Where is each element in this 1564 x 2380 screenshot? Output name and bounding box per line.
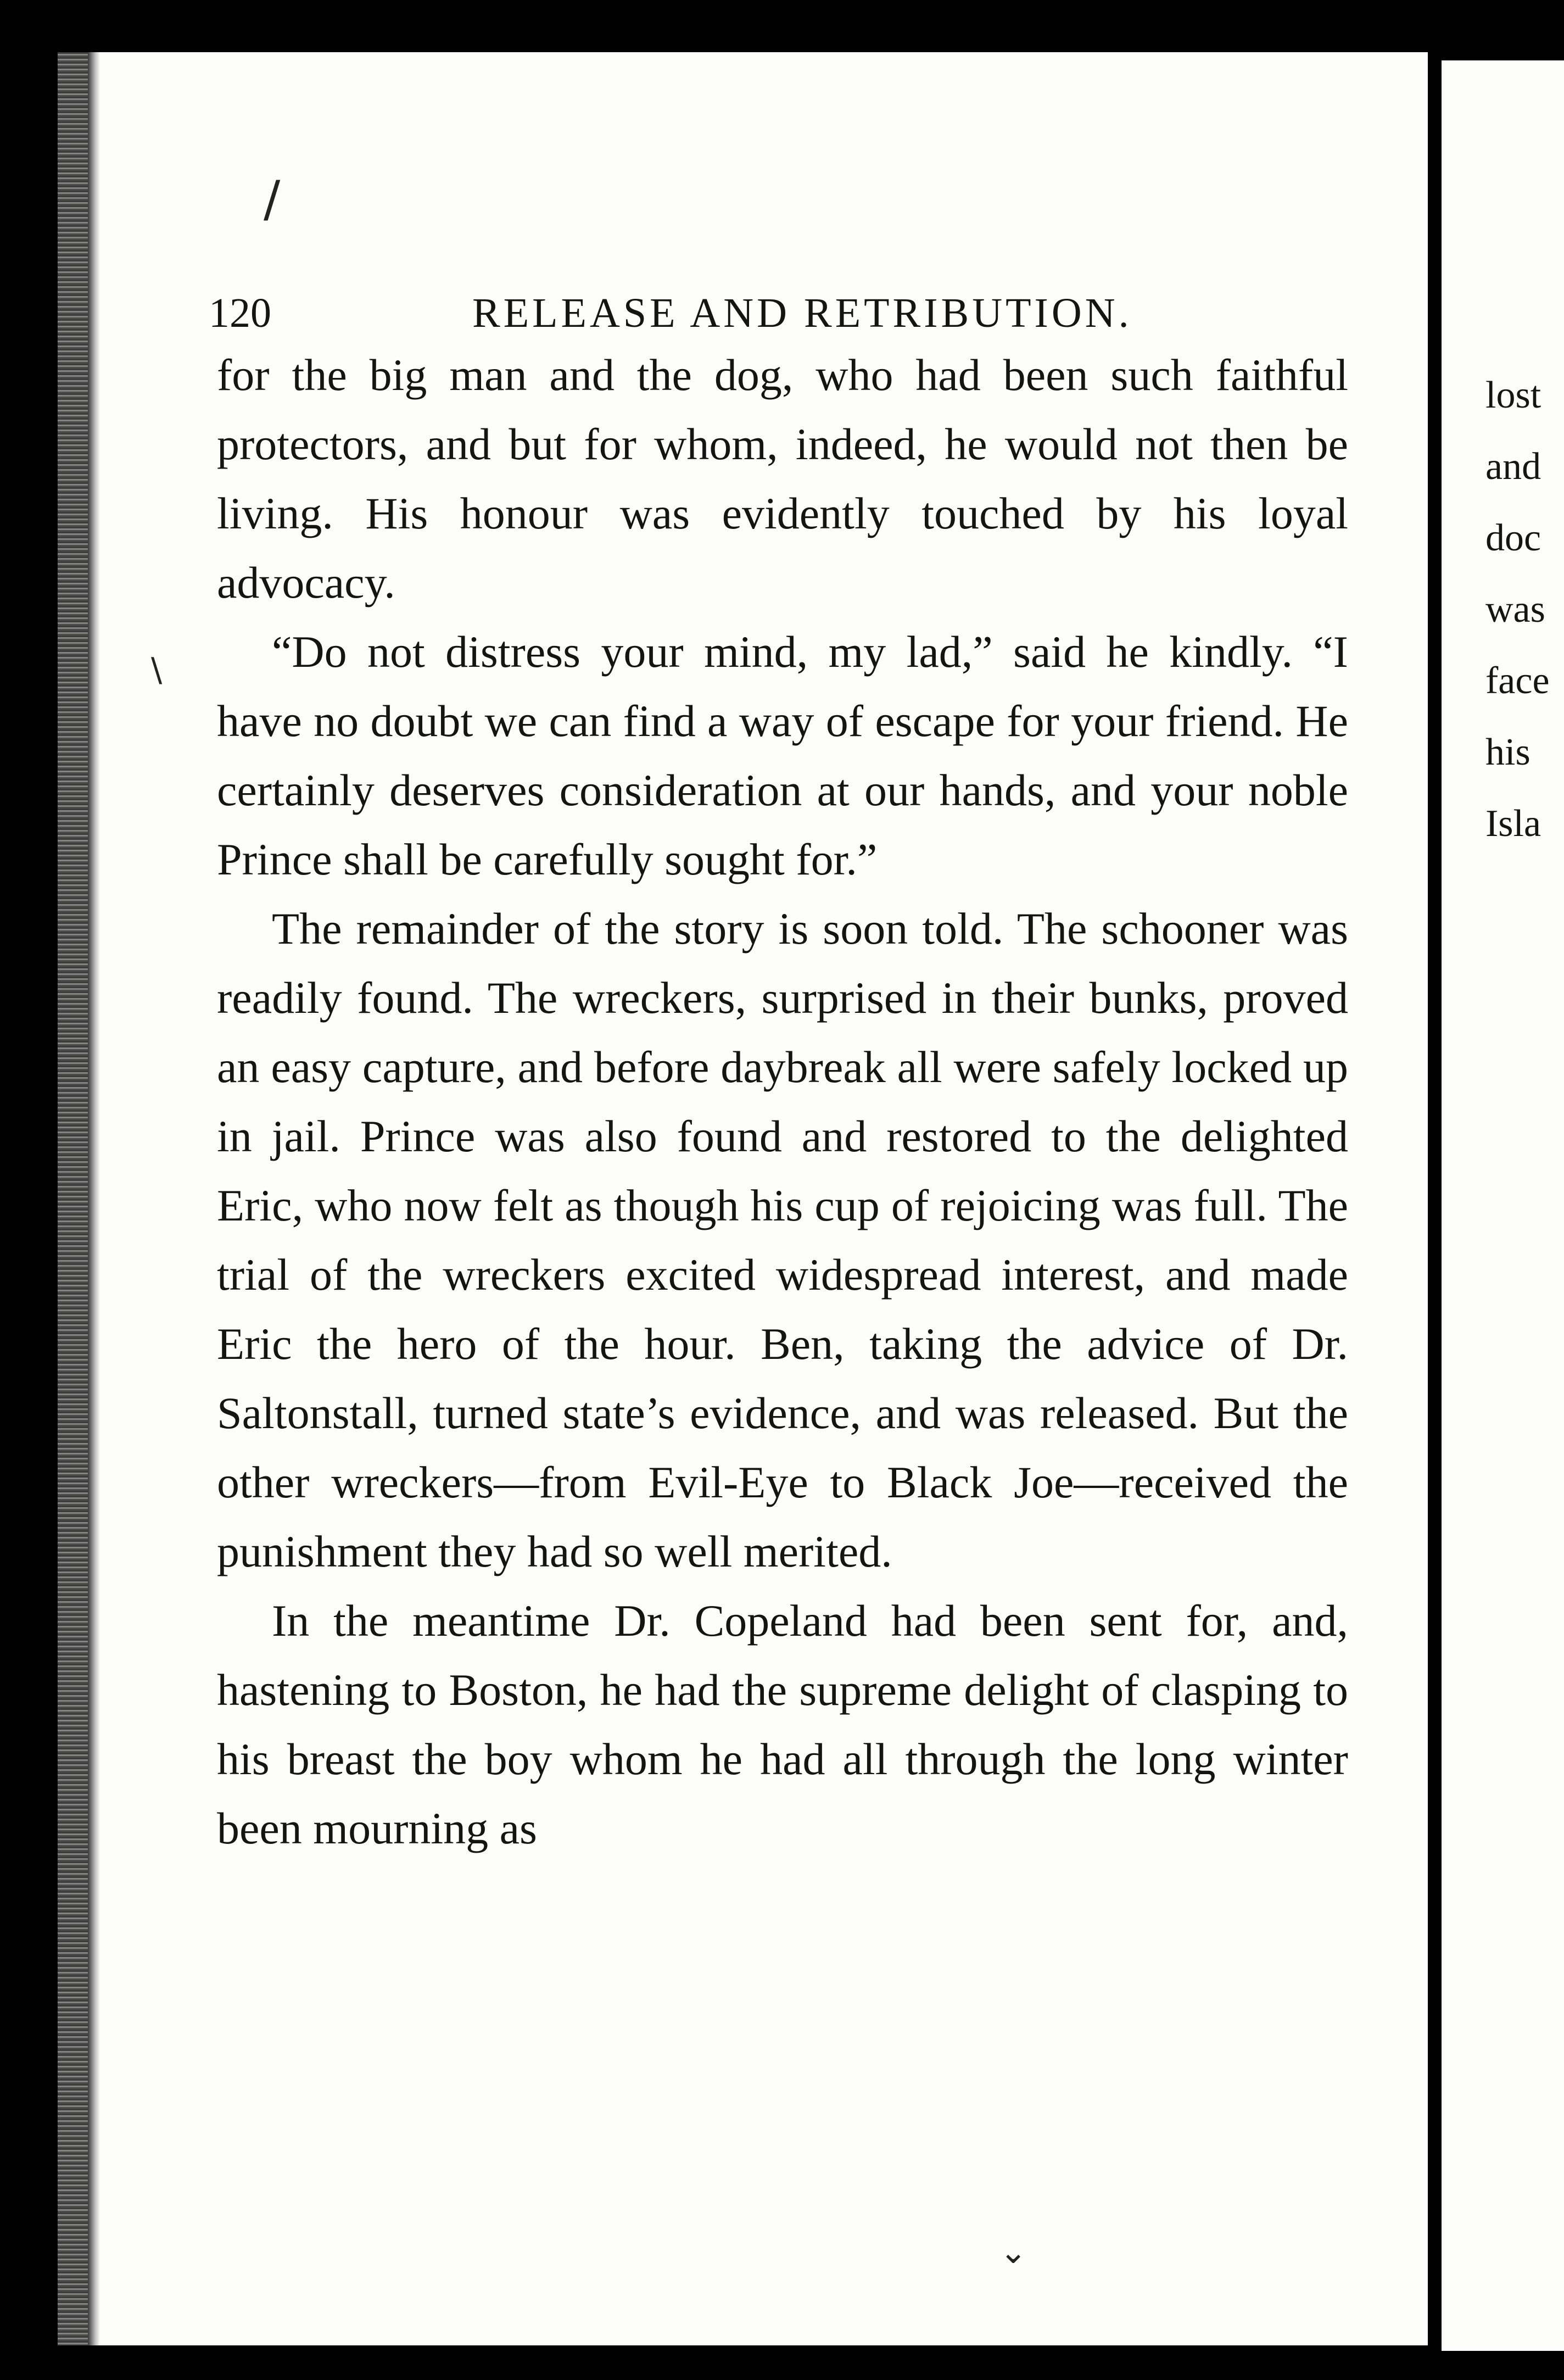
facing-line-1: lost bbox=[1485, 374, 1541, 416]
facing-line-7: Isla bbox=[1485, 802, 1541, 845]
facing-line-2: and bbox=[1485, 445, 1541, 488]
running-title: RELEASE AND RETRIBUTION. bbox=[472, 290, 1132, 336]
pen-mark-margin: \ bbox=[151, 651, 163, 689]
facing-line-4: was bbox=[1485, 588, 1545, 631]
paragraph-3: The remainder of the story is soon told. The schooner was readily found. The wreckers, surprised in their bunks, proved an easy capture, and before daybreak all were safely locked up in jail. Prince was also found and restored to the delighted Eric, who now felt as though his cup of rejoicing was full. The trial of the wreckers excited widespread interest, and made Eric the hero of the hour. Ben, taking the advice of Dr. Saltonstall, turned state’s evidence, and was released. But the other wreckers—from Evil-Eye to Black Joe—received the punishment they had so well merited. bbox=[217, 904, 1348, 1576]
paragraph-4: In the meantime Dr. Copeland had been sent for, and, hastening to Boston, he had the supreme delight of clasping to his breast the boy whom he had all through the long winter been mourning as bbox=[217, 1596, 1348, 1853]
paragraph-2: “Do not distress your mind, my lad,” said he kindly. “I have no doubt we can find a way of escape for your friend. He certainly deserves consideration at our hands, and your noble Prince shall be carefully sought for.” bbox=[217, 627, 1348, 884]
page-binding-edge bbox=[88, 52, 100, 2345]
running-header bbox=[209, 286, 1252, 341]
paragraph-1: for the big man and the dog, who had been such faithful protectors, and but for whom, indeed, he would not then be living. His honour was evidently touched by his loyal advocacy. bbox=[217, 350, 1348, 607]
book-page bbox=[58, 52, 1428, 2345]
facing-line-3: doc bbox=[1485, 517, 1541, 559]
page-gutter-shadow bbox=[58, 52, 88, 2345]
facing-page-edge bbox=[1442, 60, 1564, 2351]
pen-mark-bottom: ⌄ bbox=[999, 2233, 1027, 2271]
facing-page-text bbox=[1485, 360, 1550, 860]
page-number: 120 bbox=[209, 290, 271, 336]
body-text bbox=[217, 341, 1348, 1863]
facing-line-5: face bbox=[1485, 660, 1550, 702]
pen-mark-top: / bbox=[264, 170, 281, 228]
facing-line-6: his bbox=[1485, 731, 1531, 773]
